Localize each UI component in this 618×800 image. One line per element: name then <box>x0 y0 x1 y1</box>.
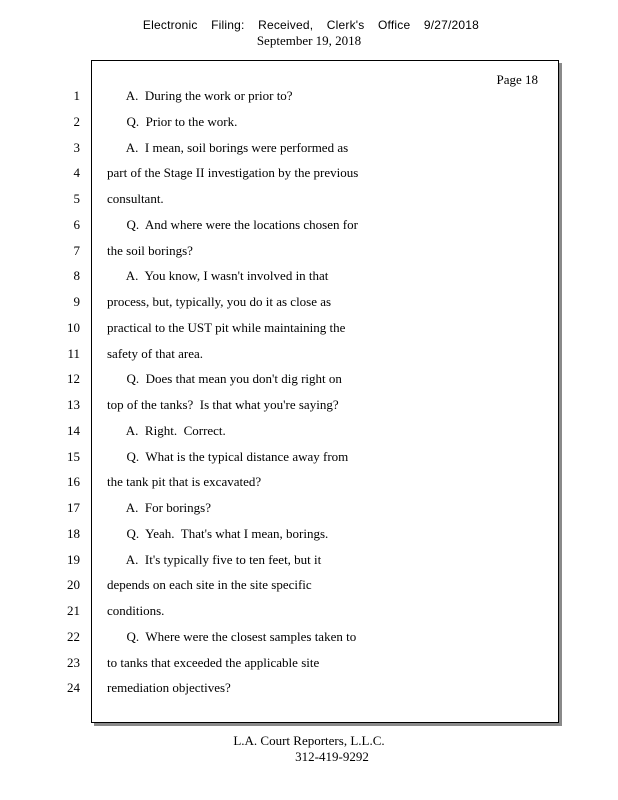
line-number: 19 <box>67 552 80 567</box>
court-reporter-phone: 312-419-9292 <box>295 749 369 764</box>
line-number: 11 <box>67 346 80 361</box>
transcript-line: depends on each site in the site specific <box>107 577 312 592</box>
line-number: 21 <box>67 603 80 618</box>
transcript-line: A. I mean, soil borings were performed as <box>107 140 349 155</box>
line-number: 20 <box>67 577 80 592</box>
transcript-line: practical to the UST pit while maintaining the <box>107 320 346 335</box>
line-number: 5 <box>73 191 80 206</box>
transcript-line: Q. What is the typical distance away from <box>107 449 349 464</box>
line-number: 1 <box>73 88 80 103</box>
line-number: 23 <box>67 655 80 670</box>
line-number: 8 <box>73 268 80 283</box>
transcript-line: Q. Prior to the work. <box>107 114 238 129</box>
filing-stamp: Electronic Filing: Received, Clerk's Office 9/27/2018 <box>142 18 480 32</box>
line-number: 17 <box>67 500 80 515</box>
transcript-line: conditions. <box>107 603 165 618</box>
transcript-line: A. It's typically five to ten feet, but it <box>107 552 322 567</box>
document-footer <box>0 733 618 765</box>
transcript-line: the soil borings? <box>107 243 193 258</box>
line-number: 24 <box>67 680 80 695</box>
line-number: 9 <box>73 294 80 309</box>
transcript-line: Q. Does that mean you don't dig right on <box>107 371 342 386</box>
transcript-line: process, but, typically, you do it as close as <box>107 294 332 309</box>
court-reporter-name: L.A. Court Reporters, L.L.C. <box>233 733 385 748</box>
line-number: 3 <box>73 140 80 155</box>
line-number: 13 <box>67 397 80 412</box>
page-number: Page 18 <box>496 72 538 87</box>
transcript-line: part of the Stage II investigation by the previous <box>107 165 359 180</box>
transcript-line: Q. Yeah. That's what I mean, borings. <box>107 526 329 541</box>
transcript-line: A. Right. Correct. <box>107 423 226 438</box>
transcript-line: consultant. <box>107 191 164 206</box>
transcript-line: A. You know, I wasn't involved in that <box>107 268 329 283</box>
header-date: September 19, 2018 <box>256 33 362 48</box>
line-number: 6 <box>73 217 80 232</box>
transcript-line: the tank pit that is excavated? <box>107 474 262 489</box>
transcript-line: to tanks that exceeded the applicable site <box>107 655 320 670</box>
document-header <box>0 18 618 49</box>
transcript-line: Q. And where were the locations chosen for <box>107 217 358 232</box>
line-number: 4 <box>73 165 80 180</box>
line-number: 7 <box>73 243 80 258</box>
transcript-line: A. For borings? <box>107 500 211 515</box>
transcript-line: remediation objectives? <box>107 680 231 695</box>
transcript-page <box>91 60 559 723</box>
line-number: 22 <box>67 629 80 644</box>
line-number: 16 <box>67 474 80 489</box>
line-number: 14 <box>67 423 80 438</box>
transcript-line: A. During the work or prior to? <box>107 88 293 103</box>
line-number: 15 <box>67 449 80 464</box>
transcript-line: top of the tanks? Is that what you're saying? <box>107 397 339 412</box>
line-number: 2 <box>73 114 80 129</box>
line-number: 10 <box>67 320 80 335</box>
line-number: 18 <box>67 526 80 541</box>
transcript-line: Q. Where were the closest samples taken to <box>107 629 357 644</box>
line-number: 12 <box>67 371 80 386</box>
transcript-line: safety of that area. <box>107 346 204 361</box>
